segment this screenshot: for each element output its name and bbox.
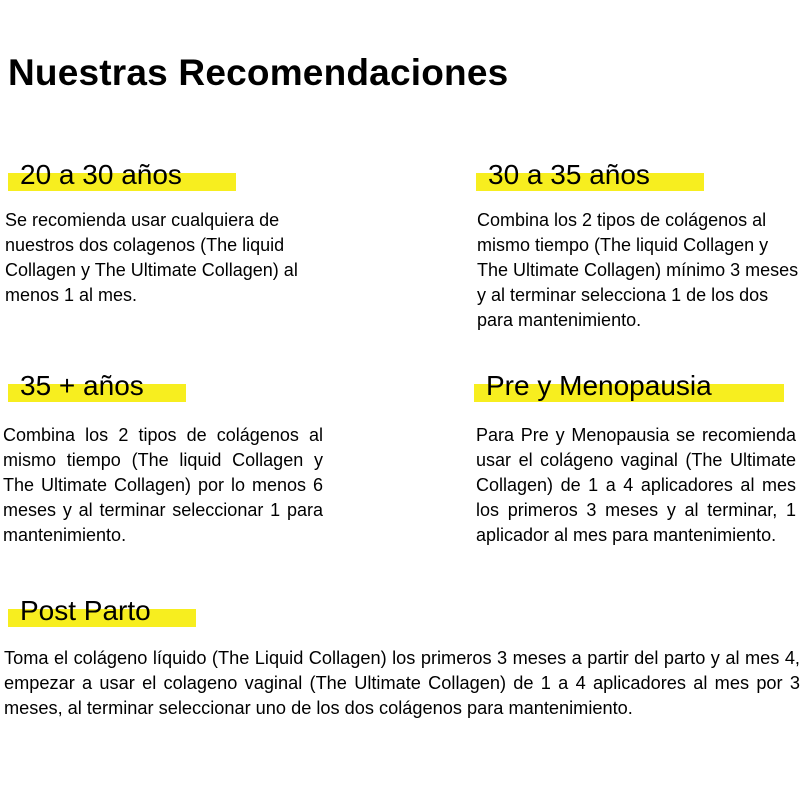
section-text-35-plus: Combina los 2 tipos de colágenos al mismo tiempo (The liquid Collagen y The Ultimate Collagen) por lo menos 6 meses y al terminar seleccionar 1 para mantenimiento. [3,425,323,545]
section-heading-pre-menopausia [474,369,784,403]
section-heading-label: 20 a 30 años [20,159,182,190]
section-heading-label: Pre y Menopausia [486,370,712,401]
section-heading-20-30 [8,158,236,192]
section-text-20-30: Se recomienda usar cualquiera de nuestros dos colagenos (The liquid Collagen y The Ultimate Collagen) al menos 1 al mes. [5,210,298,305]
section-text-30-35: Combina los 2 tipos de colágenos al mismo tiempo (The liquid Collagen y The Ultimate Collagen) mínimo 3 meses y al terminar selecciona 1 de los dos para mantenimiento. [477,210,799,330]
section-text-post-parto: Toma el colágeno líquido (The Liquid Collagen) los primeros 3 meses a partir del parto y al mes 4, empezar a usar el colageno vaginal (The Ultimate Collagen) de 1 a 4 aplicadores al mes por 3 meses, al terminar seleccionar uno de los dos colágenos para mantenimiento. [4,648,800,718]
section-heading-label: Post Parto [20,595,151,626]
section-text-pre-menopausia: Para Pre y Menopausia se recomienda usar el colágeno vaginal (The Ultimate Collagen) de 1 a 4 aplicadores al mes los primeros 3 meses y al terminar, 1 aplicador al mes para mantenimiento. [476,425,796,545]
section-heading-35-plus [8,369,186,403]
section-heading-label: 35 + años [20,370,144,401]
section-heading-post-parto [8,594,196,628]
page-title: Nuestras Recomendaciones [8,52,509,93]
section-heading-30-35 [476,158,704,192]
section-heading-label: 30 a 35 años [488,159,650,190]
